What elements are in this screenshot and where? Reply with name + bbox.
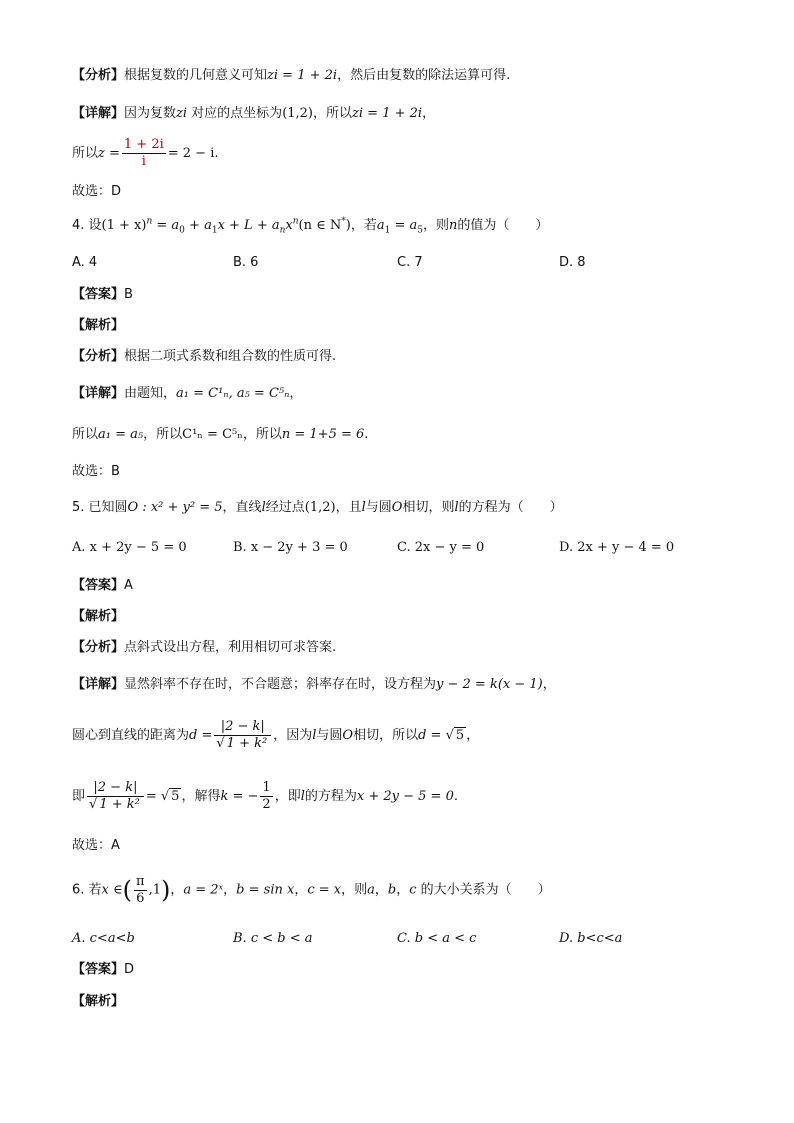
so-text: . (214, 146, 219, 161)
math-expr: d = (189, 728, 213, 743)
q4-detail (72, 384, 302, 404)
sqrt-icon: √ (89, 797, 98, 812)
math-expr: x (285, 218, 293, 233)
stem-text: ，且 (335, 500, 362, 515)
math-sup: n (146, 216, 153, 227)
math-expr: (n ∈ N (298, 218, 342, 233)
fraction-denominator: 6 (136, 890, 145, 906)
dist-text: 圆心到直线的距离为 (72, 728, 190, 743)
detail-text: ，所以 (313, 106, 353, 121)
pi-fraction (134, 874, 147, 907)
math-expr: l (312, 728, 317, 743)
stem-text: 经过点 (265, 500, 305, 515)
sqrt-radicand: 5 (455, 728, 465, 743)
answer-tag: 【答案】 (72, 962, 125, 977)
analysis-text: 根据二项式系数和组合数的性质可得. (124, 349, 337, 364)
math-expr: (1,2) (282, 106, 314, 121)
fraction-numerator: 1 (262, 780, 271, 795)
math-expr: l (454, 500, 459, 515)
detail-text: ， (422, 106, 436, 121)
stem-text: 的大小关系为（ ） (416, 882, 551, 898)
math-expr: l (300, 789, 305, 804)
q5-option-b[interactable]: B. x − 2y + 3 = 0 (233, 540, 348, 555)
analysis-tag: 【分析】 (72, 349, 125, 364)
stem-text: 相切，则 (402, 500, 455, 515)
sqrt-icon: √ (160, 789, 170, 804)
q6-answer (72, 960, 134, 980)
so-text: ，所以 (242, 427, 282, 442)
stem-text: ， (396, 882, 410, 898)
ji-text: 即 (72, 789, 86, 804)
left-paren: ( (122, 876, 133, 904)
dist-text: ，因为 (273, 728, 313, 743)
q4-stem: 4. 设$(1 + x)^n = a_0 + a_1x + L + a_nx^n(n$ ∈ N*)，若$a_1 = a_5$，则n的值为（ ） (72, 216, 549, 236)
math-expr: c (409, 882, 417, 898)
q4-analysis (72, 347, 336, 367)
analysis-text: 点斜式设出方程，利用相切可求答案. (124, 640, 337, 655)
ji-fraction (87, 780, 144, 813)
q5-stem (72, 498, 563, 518)
q4-answer (72, 285, 133, 305)
right-paren: ) (160, 876, 171, 904)
math-expr: zi = 1 + 2i (267, 68, 338, 83)
math-expr: z = (98, 146, 120, 161)
detail-tag: 【详解】 (72, 677, 125, 692)
stem-text: ， (170, 882, 184, 898)
fraction-numerator: π (136, 873, 145, 889)
analysis-tag: 【分析】 (72, 68, 125, 83)
answer-value: D (124, 962, 135, 977)
q4-so (72, 425, 368, 445)
dist-text: ， (466, 728, 480, 743)
sqrt-radicand: 1 + k² (226, 736, 268, 751)
math-expr: d = (418, 728, 446, 743)
analysis-text: 根据复数的几何意义可知 (124, 68, 268, 83)
so-text: 所以 (72, 427, 99, 442)
q6-option-d[interactable]: D. b<c<a (559, 931, 623, 946)
math-expr: a₁ = a₅ (98, 427, 144, 442)
q4-option-c[interactable]: C. 7 (397, 255, 423, 270)
sqrt-radicand: 5 (171, 789, 180, 804)
fraction-numerator: 1 + 2i (123, 137, 164, 152)
math-expr: x ∈ (101, 882, 123, 898)
q6-jiexi: 【解析】 (72, 994, 125, 1009)
q6-option-b[interactable]: B. c < b < a (233, 931, 313, 946)
stem-text: 的值为（ ） (457, 218, 549, 233)
detail-text: 由题知， (124, 386, 177, 401)
answer-value: B (124, 287, 133, 302)
math-expr: zi = 1 + 2i (352, 106, 423, 121)
answer-tag: 【答案】 (72, 287, 125, 302)
ji-text: ，解得 (181, 789, 221, 804)
q6-option-c[interactable]: C. b < a < c (397, 931, 477, 946)
q5-option-c[interactable]: C. 2x − y = 0 (397, 540, 485, 555)
math-expr: n = 1+5 = 6 (281, 427, 365, 442)
math-expr: n (449, 218, 458, 233)
q5-option-a[interactable]: A. x + 2y − 5 = 0 (72, 540, 187, 555)
q5-distance (72, 712, 479, 760)
math-expr: + a (184, 218, 212, 233)
fraction-numerator: |2 − k| (214, 719, 271, 736)
stem-text: ，则 (423, 218, 450, 233)
math-expr: b (387, 882, 397, 898)
answer-value: A (124, 578, 133, 593)
stem-text: 6. 若 (72, 882, 102, 898)
math-expr: x + 2y − 5 = 0 (356, 789, 454, 804)
fraction (122, 137, 166, 170)
prev-analysis (72, 66, 510, 86)
stem-text: 4. 设 (72, 218, 102, 233)
fraction-denominator (87, 797, 144, 813)
q5-jiexi: 【解析】 (72, 609, 125, 624)
detail-tag: 【详解】 (72, 386, 125, 401)
detail-text: ， (289, 386, 303, 401)
math-expr: O (391, 500, 403, 515)
math-expr: a₁ = C¹ₙ, a₅ = C⁵ₙ (176, 386, 290, 401)
sqrt-icon: √ (445, 728, 454, 743)
q4-choose: 故选：B (72, 464, 120, 479)
analysis-tag: 【分析】 (72, 640, 125, 655)
detail-text: 显然斜率不存在时，不合题意；斜率存在时，设方程为 (124, 677, 437, 692)
math-expr: c = x (307, 882, 342, 898)
math-expr: x + L + a (217, 218, 280, 233)
q4-option-d[interactable]: D. 8 (559, 255, 586, 270)
math-expr: a = 2ˣ (183, 882, 224, 898)
q4-option-a[interactable]: A. 4 (72, 255, 98, 270)
q5-choose: 故选：A (72, 838, 120, 853)
prev-choose: 故选：D (72, 184, 122, 199)
math-expr: = a (390, 218, 418, 233)
so-text: 所以 (72, 146, 99, 161)
math-expr: b = sin x (236, 882, 295, 898)
math-expr: (1,2) (304, 500, 336, 515)
stem-text: 5. 已知圆 (72, 500, 128, 515)
distance-fraction (214, 719, 271, 752)
prev-so (72, 136, 219, 172)
math-expr: l (261, 500, 266, 515)
q4-jiexi: 【解析】 (72, 318, 125, 333)
sqrt-icon: √ (216, 736, 225, 751)
analysis-text: ，然后由复数的除法运算可得. (337, 68, 511, 83)
stem-text: ， (374, 882, 388, 898)
stem-text: ，若 (350, 218, 377, 233)
math-expr: = a (152, 218, 180, 233)
so-text: ，所以 (143, 427, 183, 442)
stem-text: ， (294, 882, 308, 898)
q6-stem (72, 866, 551, 915)
fraction-denominator: 2 (262, 797, 271, 812)
stem-text: 与圆 (365, 500, 392, 515)
q5-option-d[interactable]: D. 2x + y − 4 = 0 (559, 540, 675, 555)
so-text: . (364, 427, 369, 442)
math-expr: O : x² + y² = 5 (127, 500, 223, 515)
ji-text: . (453, 789, 458, 804)
dist-text: 相切，所以 (353, 728, 419, 743)
q5-ji (72, 773, 458, 821)
detail-text: 对应的点坐标为 (187, 106, 283, 121)
math-expr: C¹ₙ = C⁵ₙ (182, 427, 243, 442)
stem-text: ， (223, 882, 237, 898)
dist-text: 与圆 (316, 728, 343, 743)
prev-detail (72, 104, 435, 124)
math-expr: O (342, 728, 354, 743)
sqrt-radicand: 1 + k² (99, 797, 140, 812)
math-expr: a (376, 218, 385, 233)
answer-tag: 【答案】 (72, 578, 125, 593)
math-expr: ) (345, 218, 351, 233)
q6-option-a[interactable]: A. c<a<b (72, 931, 135, 946)
math-expr: = (145, 789, 161, 804)
math-expr: a (367, 882, 375, 898)
stem-text: ，则 (341, 882, 368, 898)
q5-answer (72, 576, 133, 596)
stem-text: ，直线 (222, 500, 262, 515)
ji-text: 的方程为 (304, 789, 357, 804)
math-expr: ,1 (148, 882, 161, 898)
math-expr: = 2 − i (167, 146, 215, 161)
fraction-denominator: i (141, 154, 146, 169)
ji-text: ，即 (274, 789, 301, 804)
math-expr: zi (176, 106, 188, 121)
math-expr: k = − (220, 789, 259, 804)
detail-tag: 【详解】 (72, 106, 125, 121)
stem-text: 的方程为（ ） (458, 500, 563, 515)
q4-option-b[interactable]: B. 6 (233, 255, 259, 270)
k-fraction (260, 780, 272, 813)
math-expr: y − 2 = k(x − 1) (436, 677, 543, 692)
detail-text: ， (542, 677, 556, 692)
q5-analysis (72, 638, 336, 658)
q5-detail (72, 675, 556, 695)
math-expr: (1 + x) (101, 218, 147, 233)
fraction-numerator: |2 − k| (87, 780, 144, 797)
fraction-denominator (214, 736, 271, 752)
math-expr: l (361, 500, 366, 515)
detail-text: 因为复数 (124, 106, 177, 121)
